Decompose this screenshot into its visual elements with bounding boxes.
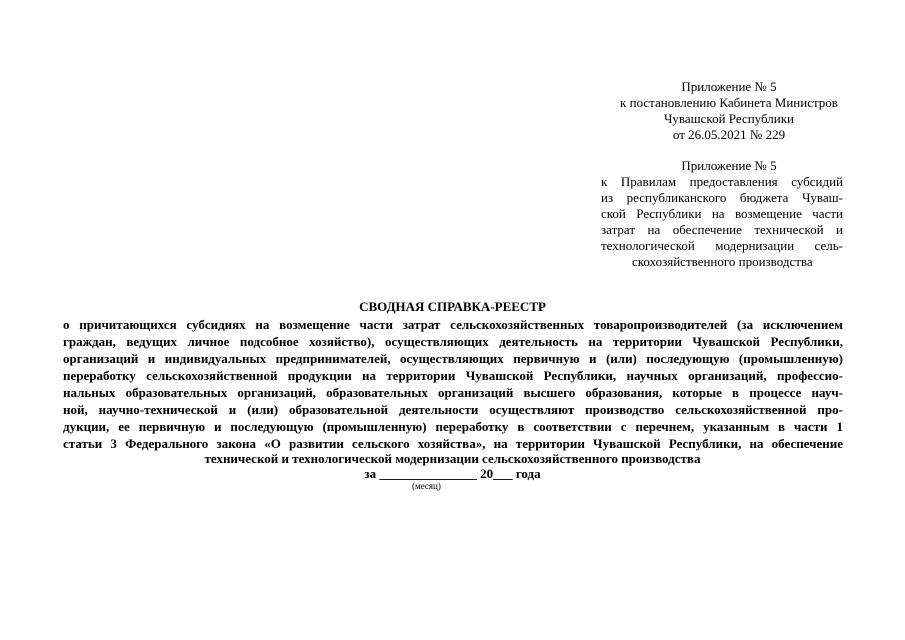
appendix-republic-line: Чувашской Республики bbox=[663, 111, 795, 126]
body-line: о причитающихся субсидиях на возмещение части затрат сельскохозяйственных товаропроизводителей (за исключением bbox=[63, 317, 843, 332]
body-line: статьи 3 Федерального закона «О развитии сельского хозяйства», на территории Чувашской Республики, на обеспечение bbox=[63, 436, 843, 451]
appendix-date-line: от 26.05.2021 № 229 bbox=[672, 127, 786, 142]
rules-appendix-line: к Правилам предоставления субсидий bbox=[601, 174, 843, 189]
rules-appendix-number: Приложение № 5 bbox=[681, 158, 777, 173]
document-title: СВОДНАЯ СПРАВКА-РЕЕСТР bbox=[359, 299, 546, 314]
period-caption: (месяц) bbox=[412, 481, 441, 491]
rules-appendix-line: из республиканского бюджета Чуваш- bbox=[601, 190, 843, 205]
rules-appendix-line: скохозяйственного производства bbox=[632, 254, 813, 269]
appendix-resolution-line: к постановлению Кабинета Министров bbox=[620, 95, 838, 110]
body-line: ной, научно-технической и (или) образовательной деятельности осуществляют производство сельскохозяйственной про- bbox=[63, 402, 843, 417]
body-line: организаций и индивидуальных предпринимателей, осуществляющих первичную и (или) последующую (промышленную) bbox=[63, 351, 843, 366]
body-line-last: технической и технологической модернизации сельскохозяйственного производства bbox=[204, 451, 701, 466]
rules-appendix-line: затрат на обеспечение технической и bbox=[601, 222, 843, 237]
body-line: граждан, ведущих личное подсобное хозяйство), осуществляющих деятельность на территории Чувашской Республики, bbox=[63, 334, 843, 349]
body-line: нальных образовательных организаций, образовательных организаций высшего образования, которые в процессе науч- bbox=[63, 385, 843, 400]
appendix-number: Приложение № 5 bbox=[681, 79, 777, 94]
body-line: дукции, ее первичную и последующую (промышленную) переработку в соответствии с перечнем, указанным в части 1 bbox=[63, 419, 843, 434]
period-line: за _______________ 20___ года bbox=[364, 466, 541, 481]
body-line: переработку сельскохозяйственной продукции на территории Чувашской Республики, научных организаций, профессио- bbox=[63, 368, 843, 383]
rules-appendix-line: ской Республики на возмещение части bbox=[601, 206, 843, 221]
rules-appendix-line: технологической модернизации сель- bbox=[601, 238, 843, 253]
